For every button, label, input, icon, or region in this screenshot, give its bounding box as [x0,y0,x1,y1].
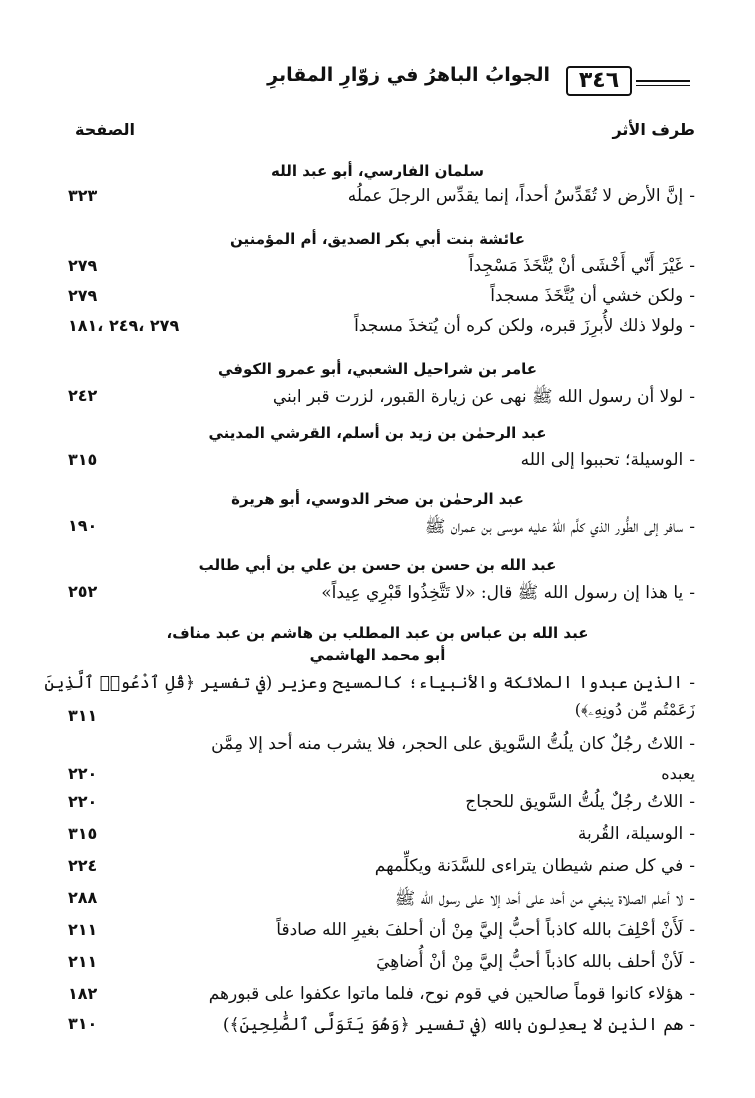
running-header [0,62,755,102]
entry-text: ولكن خشي أن يُتَّخَذَ مسجداً [490,286,684,306]
list-item: -لا أعلم الصلاة ينبغي من أحد على أحد إلا على رسول الله ﷺ ٢٨٨ [68,888,695,909]
list-item: -سافر إلى الطُّور الذي كلَّم اللهُ عليه موسى بن عمران ﷺ ١٩٠ [68,516,695,537]
page-number: ٣٤٦ [566,66,632,96]
page-reference: ٣١٠ [68,1014,98,1033]
page-reference: ٢٢٠ [68,792,98,811]
entry-text: يا هذا إن رسول الله ﷺ قال: «لا تَتَّخِذُوا قَبْرِي عِيداً» [321,583,684,603]
page-reference: ٢٥٢ [68,582,98,601]
list-item: -الذين عبدوا الملائكة والأنبياء؛ كالمسيح وعزير (في تفسير ﴿قُلِ ٱدْعُوا۟ ٱلَّذِينَ [44,673,695,693]
list-item: -اللاتُ رجُلٌ يلُتُّ السَّويق للحجاج ٢٢٠ [68,792,695,812]
author-heading: عبد الله بن عباس بن عبد المطلب بن هاشم بن عبد مناف، [166,624,589,642]
list-item: -هؤلاء كانوا قوماً صالحين في قوم نوح، فلما ماتوا عكفوا على قبورهم ١٨٢ [68,984,695,1004]
entry-text: في كل صنم شيطان يتراءى للسَّدَنة ويكلِّمهم [374,856,684,876]
entry-text-cont: يعبده [661,764,695,783]
author-heading: عبد الرحمٰن بن زيد بن أسلم، القرشي المديني [208,424,547,442]
entry-text: لَأنْ أحلف بالله كاذباً أحبُّ إليَّ مِنْ أنْ أُضاهِيَ [376,952,684,972]
entry-text: الوسيلة؛ تحببوا إلى الله [520,450,684,470]
column-header-page: الصفحة [75,120,136,139]
list-item: -غَيْرَ أَنّي أَخْشَى أنْ يُتَّخَذَ مَسْجِداً ٢٧٩ [68,256,695,276]
author-heading-cont: أبو محمد الهاشمي [309,646,446,664]
author-heading: عبد الله بن حسن بن حسن بن علي بن أبي طالب [198,556,557,574]
page-reference: ٣١٥ [68,824,98,843]
page-reference: ٢١١ [68,920,98,939]
entry-text: سافر إلى الطُّور الذي كلَّم اللهُ عليه موسى بن عمران ﷺ [424,517,684,537]
list-item: -الوسيلة؛ تحببوا إلى الله ٣١٥ [68,450,695,470]
list-item: -ولولا ذلك لأُبرِزَ قبره، ولكن كره أن يُتخذَ مسجداً ٢٧٩ ،٢٤٩ ،١٨١ [68,316,695,336]
entry-text: لا أعلم الصلاة ينبغي من أحد على أحد إلا على رسول الله ﷺ [394,889,684,909]
entry-text: لولا أن رسول الله ﷺ نهى عن زيارة القبور، لزرت قبر ابني [272,387,684,407]
entry-text: غَيْرَ أَنّي أَخْشَى أنْ يُتَّخَذَ مَسْجِداً [468,256,684,276]
list-item: -هم الذين لا يعدِلون بالله (في تفسير ﴿وَهُوَ يَتَوَلَّى ٱلصَّٰلِحِينَ﴾) ٣١٠ [68,1014,695,1035]
list-item: -ولكن خشي أن يُتَّخَذَ مسجداً ٢٧٩ [68,286,695,306]
author-heading: عبد الرحمٰن بن صخر الدوسي، أبو هريرة [231,490,524,508]
list-item: -يا هذا إن رسول الله ﷺ قال: «لا تَتَّخِذُوا قَبْرِي عِيداً» ٢٥٢ [68,582,695,603]
entry-text-cont: زَعَمْتُم مِّن دُونِهِۦ﴾) [574,700,695,719]
entry-text: لَأَنْ أحْلِفَ بالله كاذباً أحبُّ إليَّ مِنْ أن أحلفَ بغيرِ الله صادقاً [276,920,684,940]
page-reference: ٣١١ [68,706,98,725]
page-reference: ١٨٢ [68,984,98,1003]
page-reference: ١٩٠ [68,516,98,535]
entry-text: ولولا ذلك لأُبرِزَ قبره، ولكن كره أن يُتخذَ مسجداً [354,316,684,336]
page-reference: ٣١٥ [68,450,98,469]
book-title: الجوابُ الباهرُ في زوّارِ المقابرِ [267,64,550,86]
page-reference: ٢٧٩ [68,286,98,305]
entry-text: اللاتُ رجُلٌ كان يلُتُّ السَّويق على الحجر، فلا يشرب منه أحد إلا مِمَّن [211,734,684,754]
list-item: -لَأنْ أحلف بالله كاذباً أحبُّ إليَّ مِنْ أنْ أُضاهِيَ ٢١١ [68,952,695,972]
page-reference: ٣٢٣ [68,186,98,205]
list-item: -في كل صنم شيطان يتراءى للسَّدَنة ويكلِّمهم ٢٢٤ [68,856,695,876]
page-reference: ٢٧٩ [68,256,98,275]
author-heading: سلمان الفارسي، أبو عبد الله [271,162,484,180]
page-reference: ٢٧٩ ،٢٤٩ ،١٨١ [68,316,180,335]
page-reference: ٢١١ [68,952,98,971]
list-item [0,700,755,730]
page-reference: ٢٨٨ [68,888,98,907]
entry-text: الوسيلة، القُربة [577,824,684,844]
page-reference: ٢٢٠ [68,764,98,783]
column-header-text: طرف الأثر [612,120,695,139]
entry-text: هم الذين لا يعدِلون بالله (في تفسير ﴿وَهُوَ يَتَوَلَّى ٱلصَّٰلِحِينَ﴾) [222,1015,684,1035]
header-rule [636,80,690,82]
entry-text: إنَّ الأرض لا تُقَدِّسُ أحداً، إنما يقدِّس الرجلَ عملُه [347,186,684,206]
list-item: -لولا أن رسول الله ﷺ نهى عن زيارة القبور، لزرت قبر ابني ٢٤٢ [68,386,695,407]
entry-text: الذين عبدوا الملائكة والأنبياء؛ كالمسيح وعزير (في تفسير ﴿قُلِ ٱدْعُوا۟ ٱلَّذِينَ [44,673,684,693]
list-item [0,764,755,794]
list-item: -اللاتُ رجُلٌ كان يلُتُّ السَّويق على الحجر، فلا يشرب منه أحد إلا مِمَّن [211,734,695,754]
page-reference: ٢٢٤ [68,856,98,875]
header-rule [636,85,690,86]
list-item: -لَأَنْ أحْلِفَ بالله كاذباً أحبُّ إليَّ مِنْ أن أحلفَ بغيرِ الله صادقاً ٢١١ [68,920,695,940]
page-reference: ٢٤٢ [68,386,98,405]
author-heading: عائشة بنت أبي بكر الصديق، أم المؤمنين [230,230,525,248]
list-item: -إنَّ الأرض لا تُقَدِّسُ أحداً، إنما يقدِّس الرجلَ عملُه ٣٢٣ [68,186,695,206]
entry-text: هؤلاء كانوا قوماً صالحين في قوم نوح، فلما ماتوا عكفوا على قبورهم [208,984,684,1004]
author-heading: عامر بن شراحيل الشعبي، أبو عمرو الكوفي [217,360,538,378]
entry-text: اللاتُ رجُلٌ يلُتُّ السَّويق للحجاج [465,792,684,812]
list-item: -الوسيلة، القُربة ٣١٥ [68,824,695,844]
